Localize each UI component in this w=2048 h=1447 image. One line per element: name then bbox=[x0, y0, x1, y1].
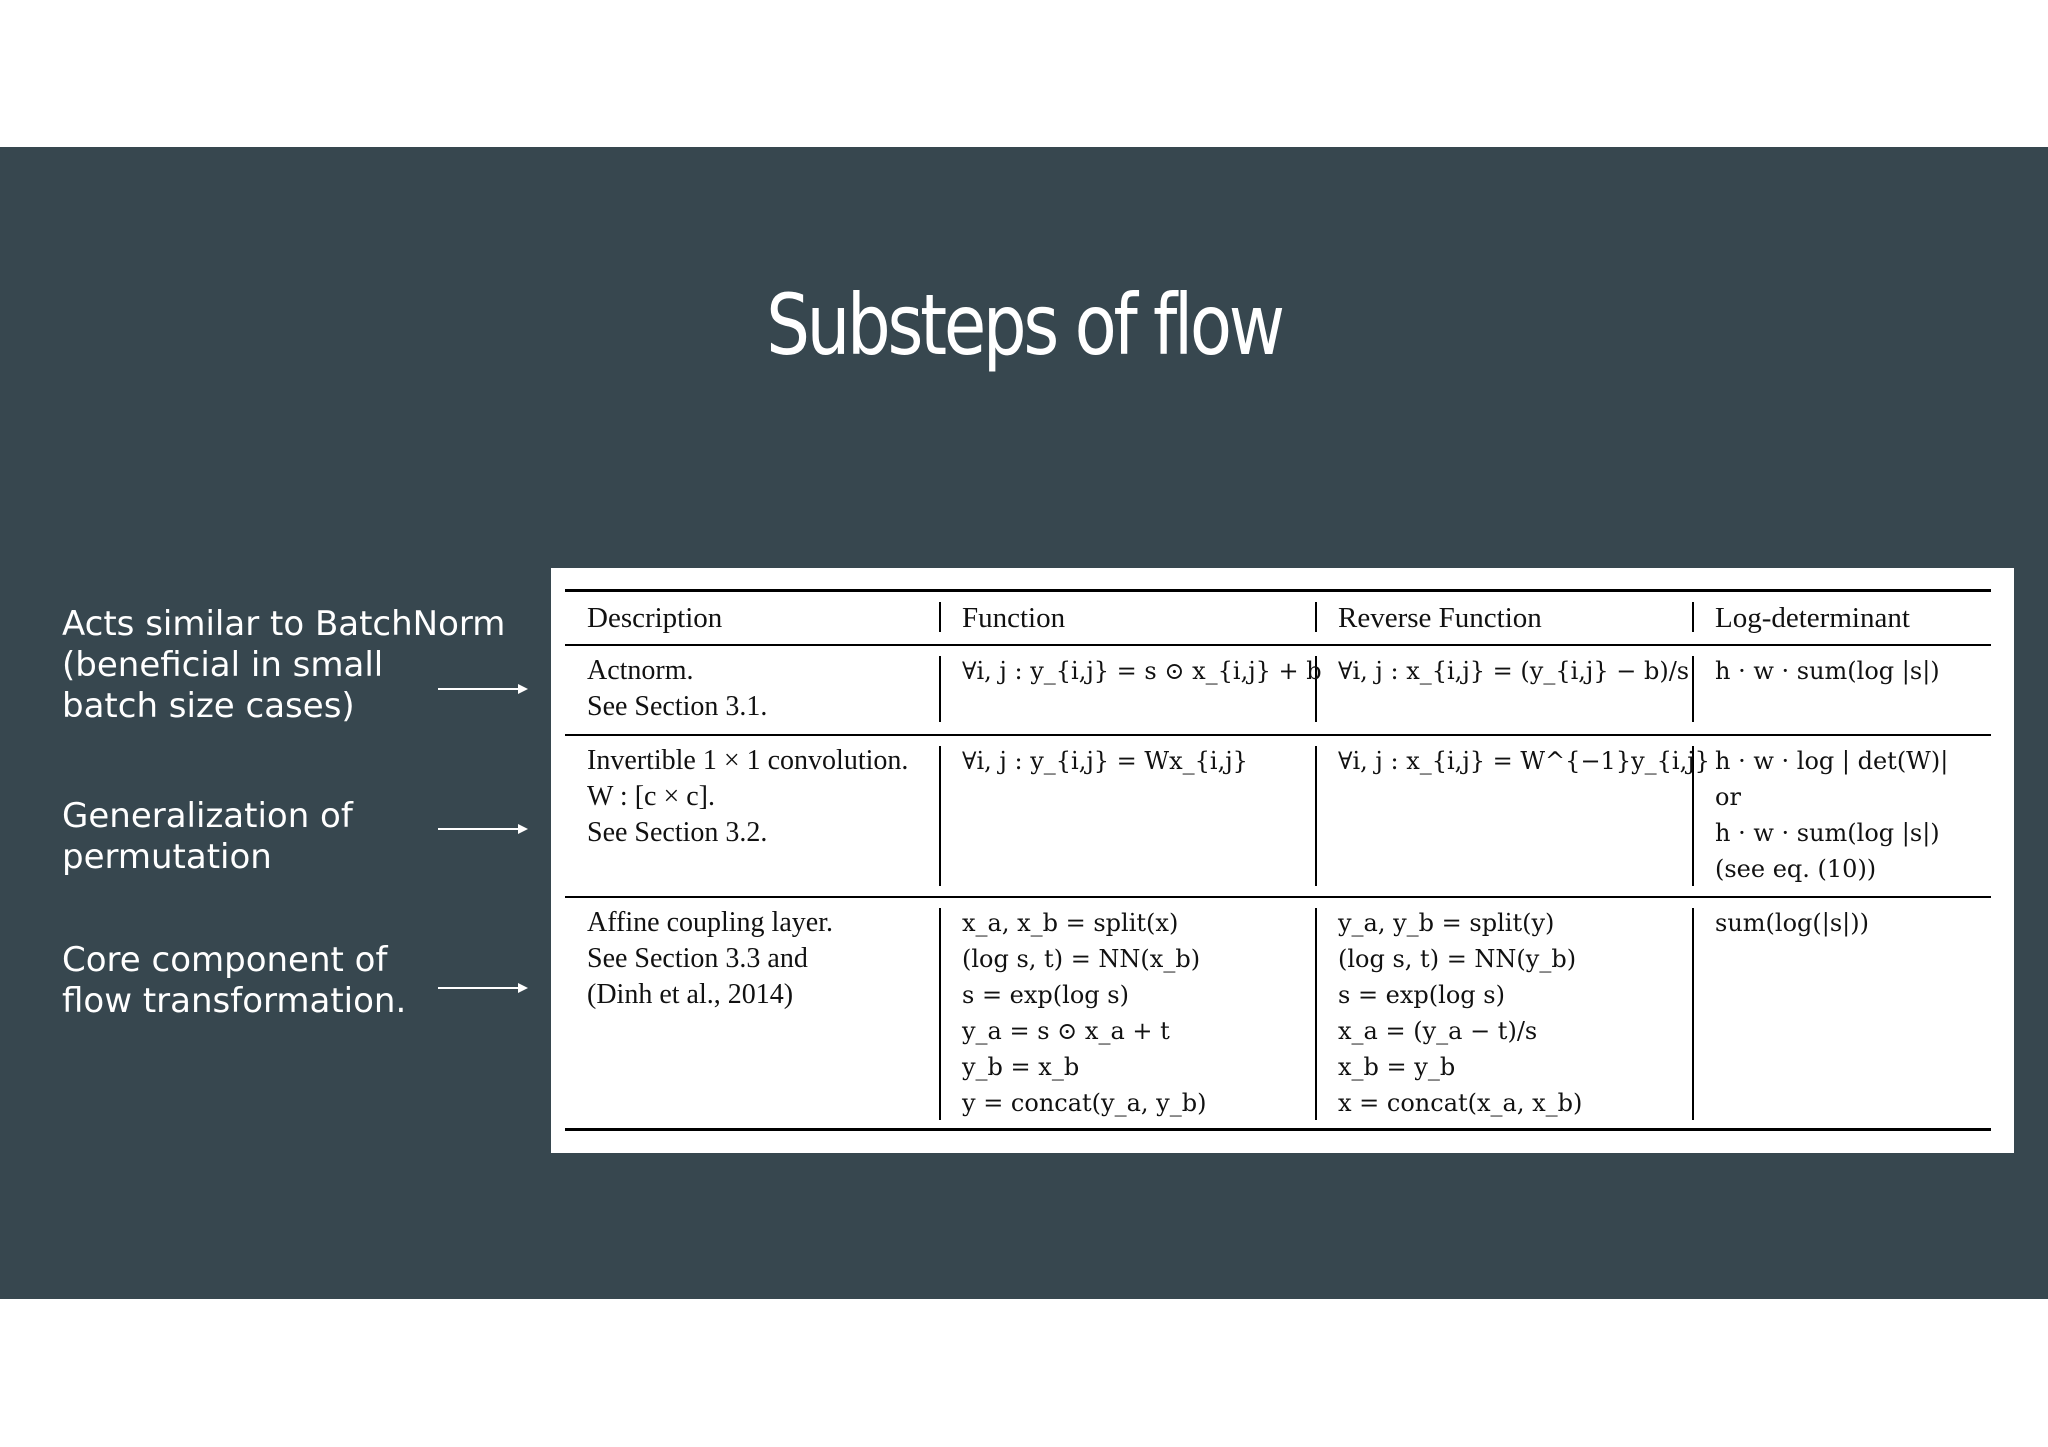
annotation-actnorm: Acts similar to BatchNorm (beneficial in small batch size cases) bbox=[62, 604, 506, 726]
annotation-conv: Generalization of permutation bbox=[62, 796, 353, 877]
row-conv-description: Invertible 1 × 1 convolution. W : [c × c]. See Section 3.2. bbox=[587, 745, 909, 848]
row-actnorm-description: Actnorm. See Section 3.1. bbox=[587, 655, 768, 722]
row-coupling-function: x_a, x_b = split(x) (log s, t) = NN(x_b) s = exp(log s) y_a = s ⊙ x_a + t y_b = x_b y = concat(y_a, y_b) bbox=[962, 909, 1207, 1117]
row-coupling-reverse: y_a, y_b = split(y) (log s, t) = NN(y_b) s = exp(log s) x_a = (y_a − t)/s x_b = y_b x = concat(x_a, x_b) bbox=[1338, 909, 1583, 1117]
header-log-determinant: Log-determinant bbox=[1715, 602, 1910, 634]
row-conv-logdet: h · w · log | det(W)| or h · w · sum(log |s|) (see eq. (10)) bbox=[1715, 747, 1949, 883]
row-actnorm-reverse: ∀i, j : x_{i,j} = (y_{i,j} − b)/s bbox=[1338, 657, 1690, 685]
row-coupling-logdet: sum(log(|s|)) bbox=[1715, 909, 1869, 937]
arrow-icon bbox=[438, 822, 528, 836]
slide-title: Substeps of flow bbox=[766, 276, 1282, 374]
header-reverse-function: Reverse Function bbox=[1338, 602, 1542, 634]
arrow-icon bbox=[438, 981, 528, 995]
row-conv-reverse: ∀i, j : x_{i,j} = W^{−1}y_{i,j} bbox=[1338, 747, 1710, 775]
row-actnorm-logdet: h · w · sum(log |s|) bbox=[1715, 657, 1940, 685]
row-conv-function: ∀i, j : y_{i,j} = Wx_{i,j} bbox=[962, 747, 1248, 775]
header-function: Function bbox=[962, 602, 1066, 634]
flow-substeps-table bbox=[551, 568, 2014, 1153]
header-description: Description bbox=[587, 602, 723, 634]
arrow-icon bbox=[438, 682, 528, 696]
row-coupling-description: Affine coupling layer. See Section 3.3 and (Dinh et al., 2014) bbox=[587, 907, 833, 1010]
annotation-coupling: Core component of flow transformation. bbox=[62, 940, 407, 1021]
row-actnorm-function: ∀i, j : y_{i,j} = s ⊙ x_{i,j} + b bbox=[962, 657, 1322, 685]
